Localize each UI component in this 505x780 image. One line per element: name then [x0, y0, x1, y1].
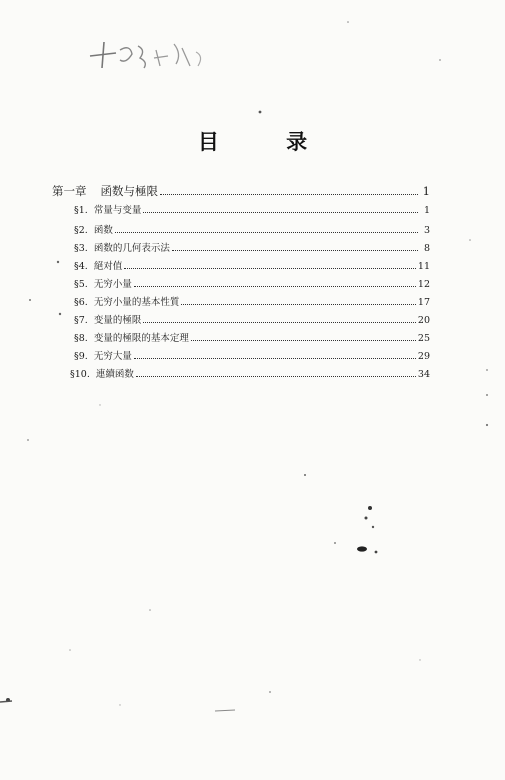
- handwritten-mark: [86, 36, 216, 76]
- toc-section-row: [74, 202, 430, 216]
- toc-section-row: [74, 348, 430, 362]
- section-page: 1: [423, 205, 430, 216]
- section-number: §7.: [74, 315, 88, 326]
- section-title: 变量的極限: [93, 315, 142, 326]
- toc-section-row: [74, 222, 430, 236]
- section-title: 絕对值: [93, 261, 123, 272]
- section-number: §3.: [74, 243, 88, 254]
- chapter-number: 第一章: [52, 184, 87, 198]
- toc-section-row: [74, 330, 430, 344]
- section-page: 20: [417, 315, 430, 326]
- section-number: §8.: [74, 333, 88, 344]
- section-title: 无穷小量: [93, 279, 132, 290]
- section-title: 无穷小量的基本性質: [93, 297, 180, 308]
- toc-section-row: [74, 312, 430, 326]
- toc-section-row: [74, 258, 430, 272]
- chapter-page: 1: [422, 184, 430, 198]
- leader-dots: [115, 232, 418, 233]
- section-page: 25: [417, 333, 430, 344]
- leader-dots: [143, 212, 418, 213]
- section-title: 連續函数: [95, 369, 134, 380]
- section-page: 11: [417, 261, 430, 272]
- section-number: §4.: [74, 261, 88, 272]
- section-page: 34: [417, 369, 430, 380]
- section-page: 17: [417, 297, 430, 308]
- section-title: 无穷大量: [93, 351, 132, 362]
- page-title: 目 录: [197, 130, 338, 154]
- leader-dots: [124, 268, 416, 269]
- section-number: §1.: [74, 205, 88, 216]
- leader-dots: [160, 194, 418, 195]
- section-title: 常量与变量: [93, 205, 142, 216]
- section-page: 29: [417, 351, 430, 362]
- leader-dots: [134, 358, 416, 359]
- section-page: 3: [423, 225, 430, 236]
- leader-dots: [136, 376, 416, 377]
- toc-section-row: [74, 294, 430, 308]
- section-title: 变量的極限的基本定理: [93, 333, 189, 344]
- section-number: §2.: [74, 225, 88, 236]
- section-number: §10.: [70, 369, 90, 380]
- leader-dots: [191, 340, 416, 341]
- section-page: 12: [417, 279, 430, 290]
- section-number: §5.: [74, 279, 88, 290]
- section-title: 函数: [93, 225, 113, 236]
- section-number: §9.: [74, 351, 88, 362]
- toc-section-row: [74, 276, 430, 290]
- leader-dots: [181, 304, 416, 305]
- section-page: 8: [423, 243, 430, 254]
- toc-section-row: [70, 366, 430, 380]
- section-title: 函数的几何表示法: [93, 243, 170, 254]
- chapter-title: 函数与極限: [100, 184, 158, 198]
- toc-section-row: [74, 240, 430, 254]
- leader-dots: [143, 322, 416, 323]
- section-number: §6.: [74, 297, 88, 308]
- leader-dots: [134, 286, 416, 287]
- leader-dots: [172, 250, 418, 251]
- toc-chapter-row: [52, 183, 430, 199]
